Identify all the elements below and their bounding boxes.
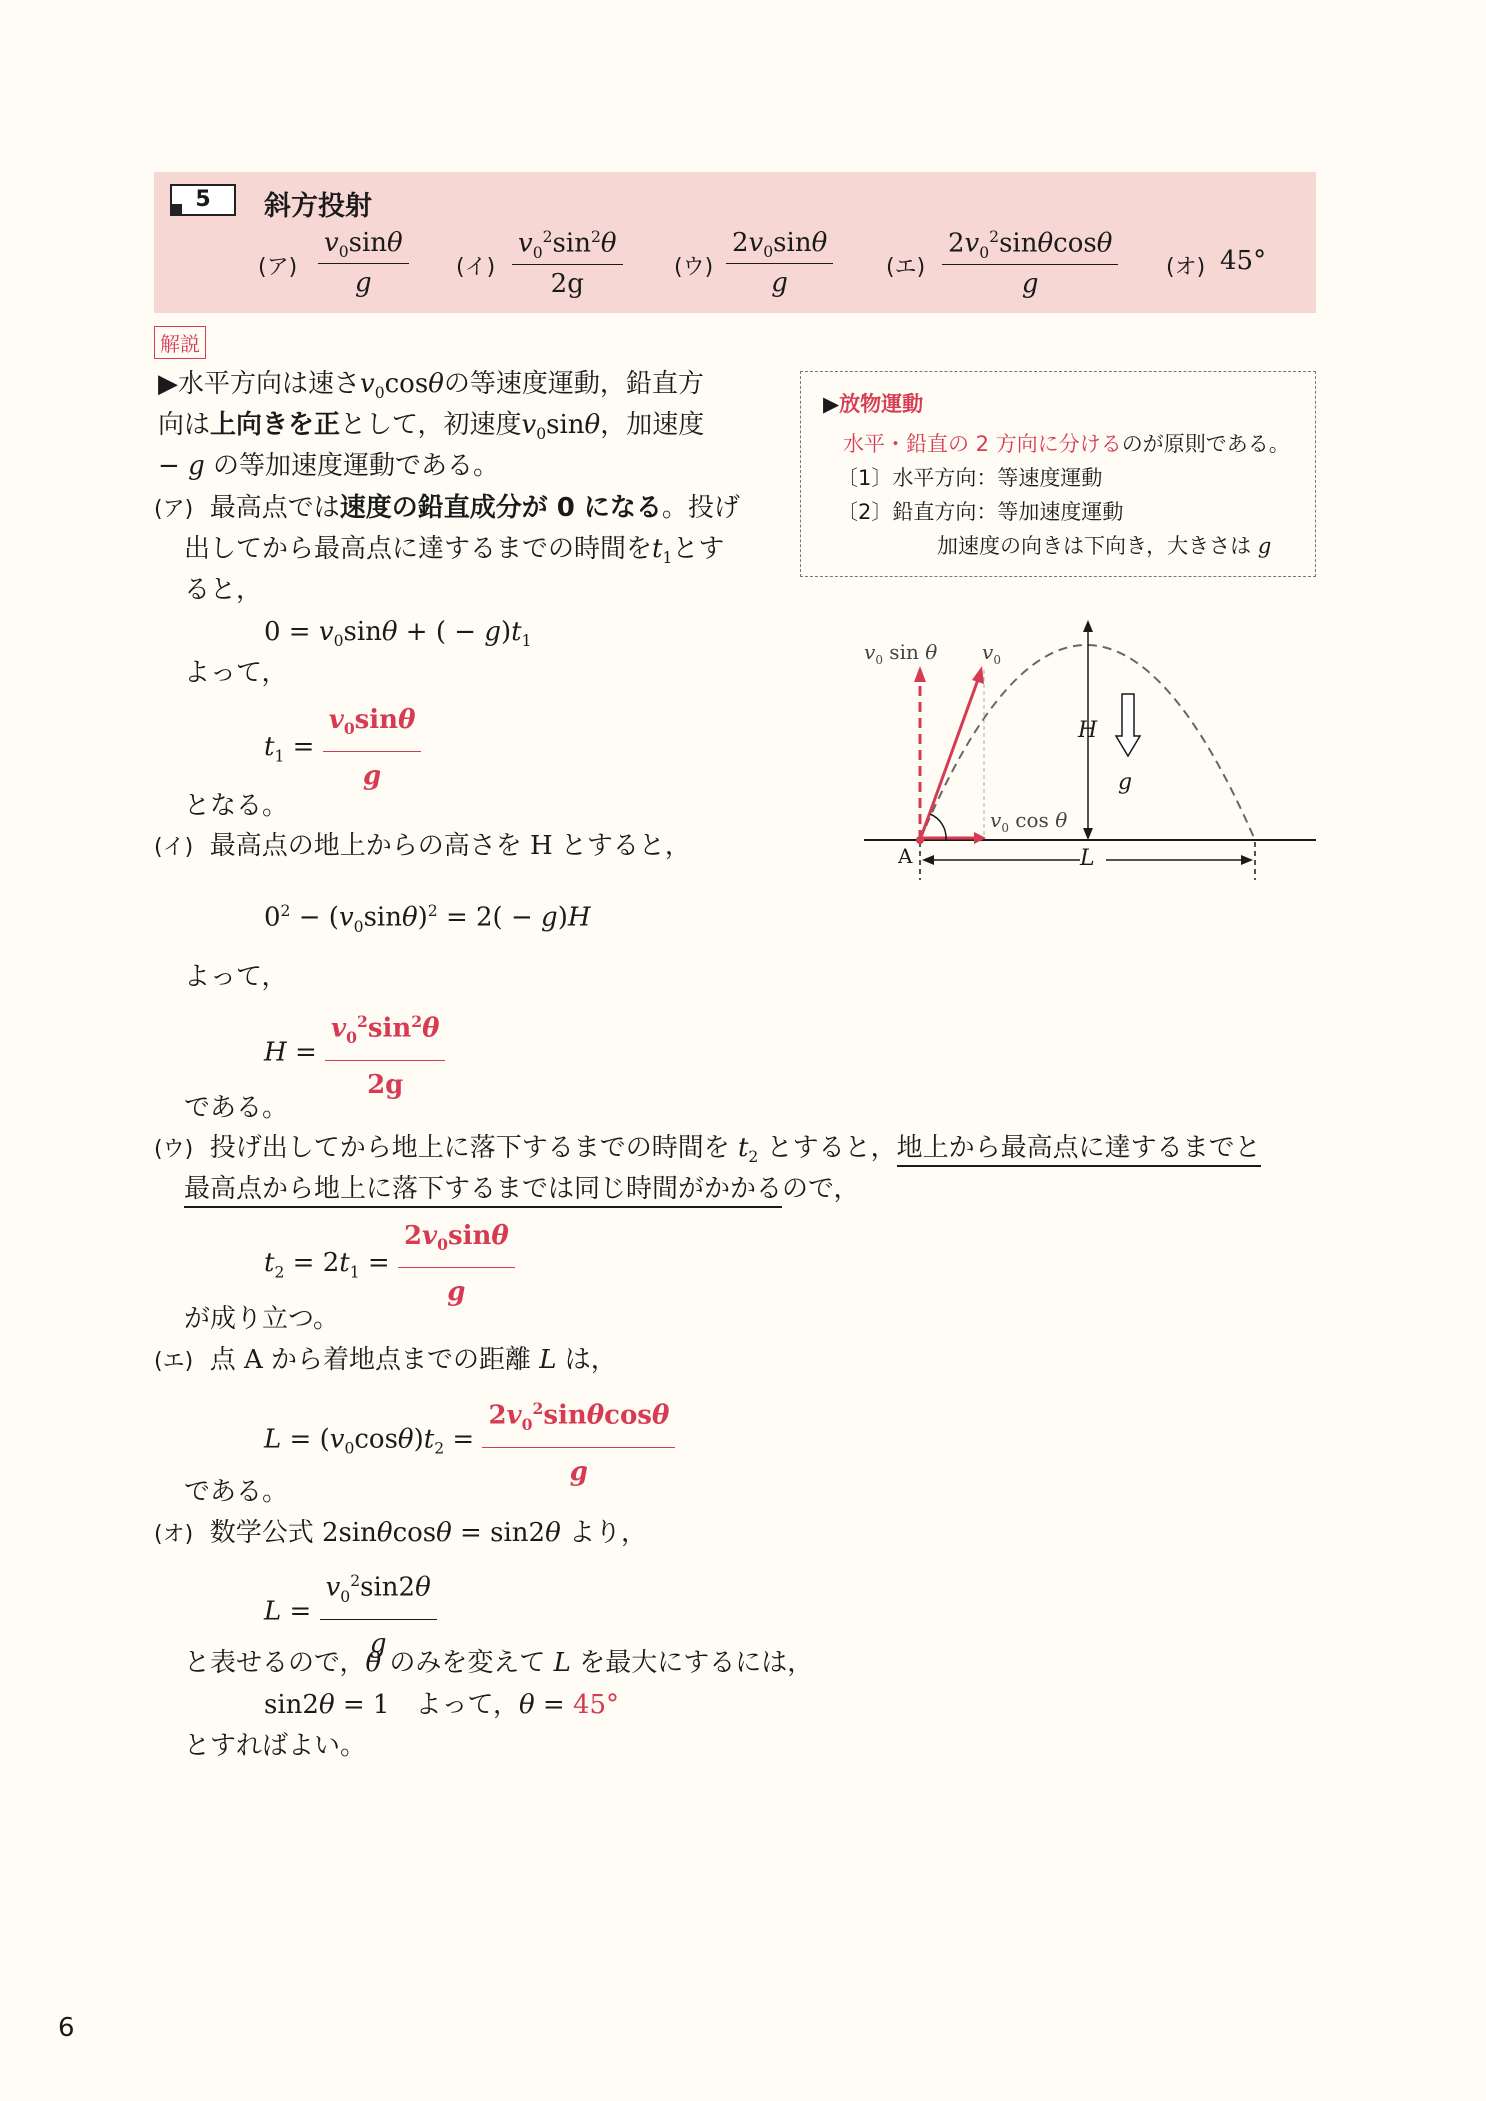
part-e-fraction: $\frac{v_0^2\sin 2\theta}{g}$ [320,1561,437,1664]
gravity-arrow [1116,694,1140,756]
part-b-result: H = $\frac{v_0^2\sin^2\theta}{2g}$ [264,1002,445,1105]
note-box [800,371,1316,577]
point-a [916,836,924,844]
label-h: H [1078,718,1098,743]
answer-header [154,172,1316,313]
angle-arc [930,814,946,840]
answer-e-label: (オ) [1166,255,1206,280]
part-b-dearu: である。 [184,1093,289,1123]
part-c-underline-1: 地上から最高点に達するまでと [897,1133,1261,1167]
part-c-after: が成り立つ。 [184,1304,339,1334]
part-a-text-a: 最高点では [209,493,340,523]
answer-c-fraction [726,228,833,298]
answer-e-value: 45° [1220,246,1267,276]
part-e-equation: L = $\frac{v_0^2\sin 2\theta}{g}$ [264,1561,437,1664]
intro2-text-b: として，初速度 [340,410,522,440]
intro1-text-b: の等速度運動，鉛直方 [443,369,704,399]
part-a-equation: $0 = v_0\sin\theta$ + ( − $g)t_1$ [264,617,532,651]
intro2-text-a: 向は [158,410,211,440]
part-c-line-2 [184,1169,860,1209]
part-e-line-3: sin2θ = 1 よって，θ = 45° [264,1690,620,1720]
note-line-3: 〔2〕鉛直方向：等加速度運動 [837,500,1124,524]
answer-c-denominator: g [771,268,788,299]
part-c-underline-2: 最高点から地上に落下するまでは同じ時間がかかる [184,1174,782,1208]
part-b-text: 最高点の地上からの高さを H とすると， [209,831,691,861]
part-b-line-1 [154,826,691,868]
label-v0-sin: $v_0$ sin θ [864,640,938,667]
height-arrow-bottom [1083,828,1093,840]
problem-number [170,184,236,216]
note-line-2: 〔1〕水平方向：等速度運動 [837,466,1103,490]
label-l: L [1080,846,1095,871]
answer-c-numerator: $2v_0\sin\theta$ [726,228,833,264]
part-a-text-b: 。投げ [661,493,740,523]
part-a-result: $t_1$ = $\frac{v_0\sin\theta}{g}$ [264,700,421,796]
part-c-result-num: $2v_0\sin\theta$ [398,1216,515,1268]
part-a-result-den: g [362,761,382,792]
intro-line-2: 向は上向きを正として，初速度$v_0\sin\theta$，加速度 [158,410,705,444]
note-line-1 [843,428,1290,458]
label-v0: $v_0$ [982,640,1001,667]
part-b-result-fraction [325,1002,445,1105]
answer-b-label: (イ) [456,255,496,280]
answer-d-fraction [942,228,1118,299]
part-d-result-num: $2v_0^2\sin\theta\cos\theta$ [482,1389,675,1448]
height-arrow-top [1083,620,1093,632]
answer-b-fraction [512,228,623,299]
kaisetsu-label: 解説 [154,326,206,359]
note-line-4: 加速度の向きは下向き，大きさは g [937,534,1272,558]
part-d-result-den: g [569,1456,588,1487]
problem-title: 斜方投射 [264,191,372,222]
intro-line-3: − g の等加速度運動である。 [158,451,499,481]
intro1-text-a: ▶水平方向は速さ [158,369,360,399]
part-a-line-3: ると， [184,575,263,605]
part-b-mark: (イ) [154,835,194,860]
answer-d-label: (エ) [886,255,926,280]
note-title: ▶放物運動 [823,392,924,416]
part-e-line-4: とすればよい。 [184,1731,367,1761]
answer-d-numerator: $2v_0^2\sin\theta\cos\theta$ [942,228,1118,265]
answer-b-denominator: 2g [550,268,584,299]
part-a-line-2: 出してから最高点に達するまでの時間を$t_1$とす [184,534,725,568]
page-number: 6 [58,2013,75,2043]
intro-line-1: ▶水平方向は速さ$v_0\cos\theta$の等速度運動，鉛直方 [158,369,704,403]
part-a-mark: (ア) [154,497,194,522]
note-line-1-rest: のが原則である。 [1121,432,1290,456]
part-d-line-1: (エ) 点 A から着地点までの距離 L は， [154,1345,617,1375]
problem-number-corner [170,204,182,216]
distance-arrow-right [1241,855,1253,865]
part-a-result-num: $v_0\sin\theta$ [323,700,422,752]
part-d-mark: (エ) [154,1349,194,1374]
part-a-result-fraction [323,700,422,796]
part-b-yotte: よって， [184,962,288,992]
part-c-equation: $t_2 = 2t_1$ = $\frac{2v_0\sin\theta}{g}$ [264,1216,515,1312]
answer-d-denominator: g [1021,268,1039,299]
part-e-answer: 45° [572,1690,620,1720]
part-a-yotte: よって， [184,658,288,688]
part-c-mark: (ウ) [154,1137,194,1162]
intro2-bold: 上向きを正 [210,410,341,440]
part-c-line-1: (ウ) 投げ出してから地上に落下するまでの時間を $t_2$ とすると，地上から最高点に達するまでと [154,1133,1261,1167]
answer-a-denominator: g [355,268,372,299]
answer-a-label: (ア) [258,255,298,280]
initial-velocity-head [972,666,984,684]
note-line-1-red: 水平・鉛直の 2 方向に分ける [843,432,1122,456]
part-b-result-num: $v_0^2\sin^2\theta$ [325,1002,445,1061]
part-d-equation: $L = (v_0\cos\theta)t_2$ = $\frac{2v_0^2\sin\theta\cos\theta}{g}$ [264,1389,675,1492]
part-b-result-den: 2g [367,1069,404,1100]
intro3-text: の等加速度運動である。 [212,451,499,481]
answer-c-label: (ウ) [674,255,714,280]
part-e-mark: (オ) [154,1522,194,1547]
part-d-dearu: である。 [184,1477,289,1507]
problem-number-text: 5 [195,187,211,212]
part-a2-text-a: 出してから最高点に達するまでの時間を [184,534,653,564]
part-e-line-1: (オ) 数学公式 2sinθcosθ = sin2θ より， [154,1518,647,1548]
part-c-result-den: g [447,1277,466,1308]
part-e-line-2: と表せるので，θ のみを変えて L を最大にするには， [184,1648,814,1678]
part-a2-text-b: とす [672,534,725,564]
part-a-line-1 [154,488,740,530]
answer-b-numerator: $v_0^2\sin^2\theta$ [512,228,623,265]
vertical-component-head [914,666,926,682]
answer-a-fraction [318,228,409,298]
part-d-result-fraction [482,1389,675,1492]
intro2-text-c: ，加速度 [600,410,705,440]
part-b-equation: $0^2 - (v_0\sin\theta)^2 = 2( - g)H$ [264,902,591,936]
note-title-text: 放物運動 [839,392,924,416]
part-a-naru: となる。 [184,791,289,821]
part-a-bold: 速度の鉛直成分が 0 になる [339,493,662,523]
label-a: A [898,844,913,868]
initial-velocity-arrow [920,674,980,840]
answer-a-numerator: $v_0\sin\theta$ [318,228,409,264]
label-g: g [1118,770,1133,795]
label-v0-cos: $v_0$ cos θ [990,808,1068,835]
distance-arrow-left [922,855,934,865]
part-c-text-b: ので， [782,1174,860,1204]
part-c-result-fraction [398,1216,515,1312]
